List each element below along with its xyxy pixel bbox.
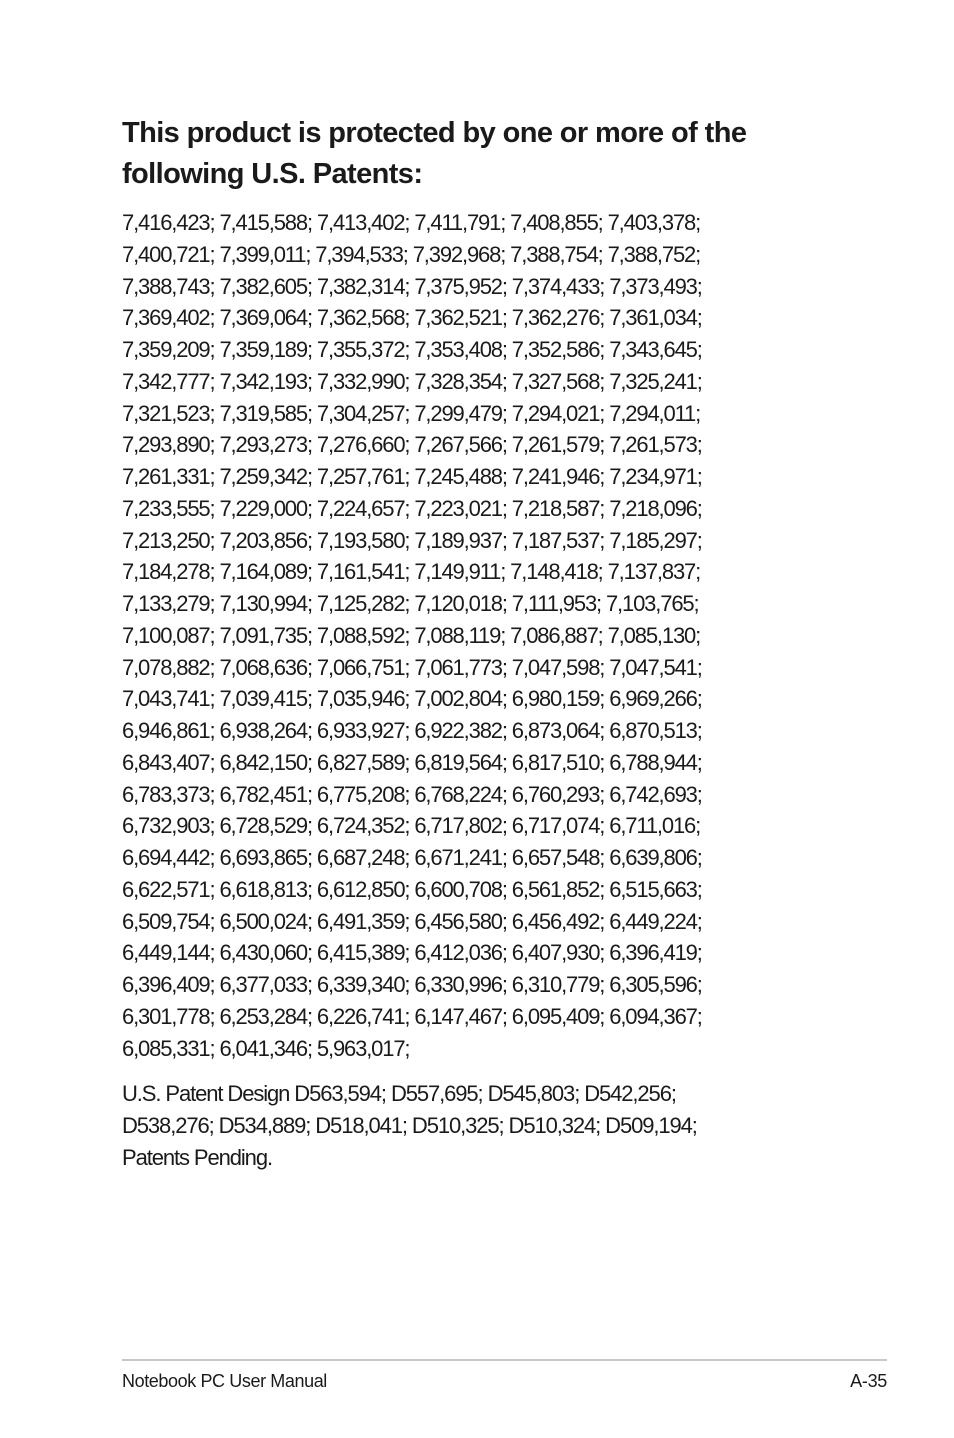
- patent-line: 6,732,903; 6,728,529; 6,724,352; 6,717,802; 6,717,074; 6,711,016;: [122, 813, 701, 839]
- patent-line: 7,100,087; 7,091,735; 7,088,592; 7,088,119; 7,086,887; 7,085,130;: [122, 622, 701, 648]
- design-patent-line: U.S. Patent Design D563,594; D557,695; D545,803; D542,256;: [122, 1081, 676, 1106]
- patent-line: 6,622,571; 6,618,813; 6,612,850; 6,600,708; 6,561,852; 6,515,663;: [122, 876, 702, 902]
- patent-line: 7,078,882; 7,068,636; 7,066,751; 7,061,773; 7,047,598; 7,047,541;: [122, 654, 702, 680]
- footer-page-number: A-35: [850, 1371, 887, 1391]
- patent-line: 6,396,409; 6,377,033; 6,339,340; 6,330,996; 6,310,779; 6,305,596;: [122, 972, 702, 997]
- patent-line: 7,321,523; 7,319,585; 7,304,257; 7,299,479; 7,294,021; 7,294,011;: [122, 400, 701, 426]
- page-heading: This product is protected by one or more of the following U.S. Patents:: [122, 117, 747, 190]
- design-patent-line: D538,276; D534,889; D518,041; D510,325; D510,324; D509,194;: [122, 1113, 697, 1138]
- patent-line: 7,400,721; 7,399,011; 7,394,533; 7,392,968; 7,388,754; 7,388,752;: [122, 241, 701, 267]
- patent-line: 6,509,754; 6,500,024; 6,491,359; 6,456,580; 6,456,492; 6,449,224;: [122, 908, 702, 934]
- patent-line: 7,416,423; 7,415,588; 7,413,402; 7,411,791; 7,408,855; 7,403,378;: [122, 210, 701, 235]
- patents-pending-line: Patents Pending.: [122, 1145, 272, 1170]
- patent-line: 7,043,741; 7,039,415; 7,035,946; 7,002,804; 6,980,159; 6,969,266;: [122, 686, 702, 712]
- patent-line: 7,184,278; 7,164,089; 7,161,541; 7,149,911; 7,148,418; 7,137,837;: [122, 559, 701, 585]
- footer-divider: [122, 1359, 887, 1361]
- patent-line: 6,946,861; 6,938,264; 6,933,927; 6,922,382; 6,873,064; 6,870,513;: [122, 718, 702, 743]
- patent-line: 6,449,144; 6,430,060; 6,415,389; 6,412,036; 6,407,930; 6,396,419;: [122, 940, 702, 966]
- patent-line: 6,085,331; 6,041,346; 5,963,017;: [122, 1035, 410, 1061]
- patent-line: 7,133,279; 7,130,994; 7,125,282; 7,120,018; 7,111,953; 7,103,765;: [122, 591, 699, 616]
- patent-line: 7,388,743; 7,382,605; 7,382,314; 7,375,952; 7,374,433; 7,373,493;: [122, 273, 702, 299]
- patent-line: 7,213,250; 7,203,856; 7,193,580; 7,189,937; 7,187,537; 7,185,297;: [122, 527, 702, 553]
- design-patent-paragraph: [122, 1078, 822, 1174]
- patent-line: 6,301,778; 6,253,284; 6,226,741; 6,147,467; 6,095,409; 6,094,367;: [122, 1003, 702, 1029]
- patent-line: 7,359,209; 7,359,189; 7,355,372; 7,353,408; 7,352,586; 7,343,645;: [122, 337, 702, 362]
- patent-line: 7,369,402; 7,369,064; 7,362,568; 7,362,521; 7,362,276; 7,361,034;: [122, 305, 702, 331]
- patent-line: 6,694,442; 6,693,865; 6,687,248; 6,671,241; 6,657,548; 6,639,806;: [122, 845, 702, 870]
- footer-manual-title: Notebook PC User Manual: [122, 1371, 327, 1391]
- patent-line: 7,233,555; 7,229,000; 7,224,657; 7,223,021; 7,218,587; 7,218,096;: [122, 495, 702, 521]
- patent-line: 7,342,777; 7,342,193; 7,332,990; 7,328,354; 7,327,568; 7,325,241;: [122, 368, 702, 394]
- patent-line: 7,261,331; 7,259,342; 7,257,761; 7,245,488; 7,241,946; 7,234,971;: [122, 464, 702, 489]
- patent-number-list: [122, 207, 822, 1064]
- patent-line: 6,783,373; 6,782,451; 6,775,208; 6,768,224; 6,760,293; 6,742,693;: [122, 781, 702, 807]
- patent-line: 7,293,890; 7,293,273; 7,276,660; 7,267,566; 7,261,579; 7,261,573;: [122, 432, 702, 458]
- patent-line: 6,843,407; 6,842,150; 6,827,589; 6,819,564; 6,817,510; 6,788,944;: [122, 749, 702, 775]
